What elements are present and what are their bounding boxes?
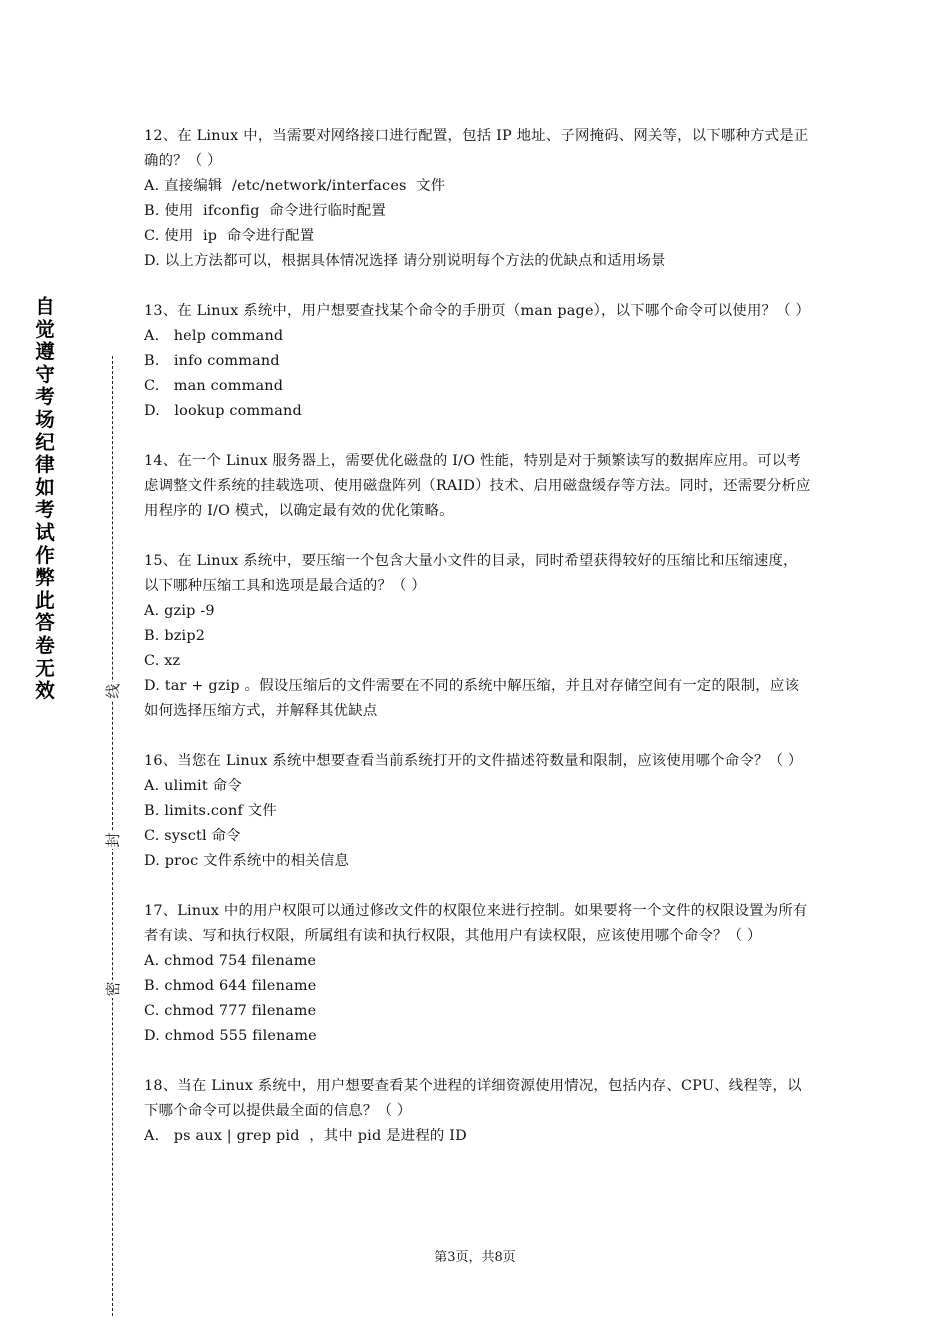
- question-15: [144, 549, 812, 724]
- option-b: B. info command: [144, 353, 280, 369]
- question-stem: 13、在 Linux 系统中，用户想要查找某个命令的手册页（man page），以下哪个命令可以使用？（ ）: [144, 303, 811, 319]
- option-b: B. chmod 644 filename: [144, 978, 317, 994]
- option-c: C. 使用 ip 命令进行配置: [144, 228, 315, 244]
- question-list: [144, 124, 812, 1174]
- question-stem: 14、在一个 Linux 服务器上，需要优化磁盘的 I/O 性能，特别是对于频繁读写的数据库应用。可以考虑调整文件系统的挂载选项、使用磁盘阵列（RAID）技术、启用磁盘缓存等方法。同时，还需要分析应用程序的 I/O 模式，以确定最有效的优化策略。: [144, 453, 811, 519]
- option-a: A. ps aux | grep pid ，其中 pid 是进程的 ID: [144, 1128, 467, 1144]
- option-a: A. ulimit 命令: [144, 778, 242, 794]
- option-d: D. proc 文件系统中的相关信息: [144, 853, 350, 869]
- option-c: C. xz: [144, 653, 181, 669]
- exam-discipline-warning: 自觉遵守考场纪律如考试作弊此答卷无效: [35, 295, 55, 703]
- question-18: [144, 1074, 812, 1149]
- question-stem: 17、Linux 中的用户权限可以通过修改文件的权限位来进行控制。如果要将一个文件的权限设置为所有者有读、写和执行权限，所属组有读和执行权限，其他用户有读权限，应该使用哪个命令？（ ）: [144, 903, 808, 944]
- option-d: D. tar + gzip 。假设压缩后的文件需要在不同的系统中解压缩，并且对存储空间有一定的限制，应该如何选择压缩方式，并解释其优缺点: [144, 678, 800, 719]
- option-d: D. chmod 555 filename: [144, 1028, 317, 1044]
- question-12: [144, 124, 812, 274]
- question-stem: 16、当您在 Linux 系统中想要查看当前系统打开的文件描述符数量和限制，应该使用哪个命令？（ ）: [144, 753, 803, 769]
- question-stem: 18、当在 Linux 系统中，用户想要查看某个进程的详细资源使用情况，包括内存、CPU、线程等，以下哪个命令可以提供最全面的信息？（ ）: [144, 1078, 802, 1119]
- option-a: A. 直接编辑 /etc/network/interfaces 文件: [144, 178, 446, 194]
- option-d: D. 以上方法都可以，根据具体情况选择 请分别说明每个方法的优缺点和适用场景: [144, 253, 666, 269]
- option-a: A. help command: [144, 328, 284, 344]
- question-17: [144, 899, 812, 1049]
- option-b: B. bzip2: [144, 628, 206, 644]
- seal-label-line: 线: [100, 682, 126, 700]
- option-a: A. chmod 754 filename: [144, 953, 317, 969]
- page-number: 第3页，共8页: [434, 1250, 516, 1265]
- question-16: [144, 749, 812, 874]
- question-14: [144, 449, 812, 524]
- option-a: A. gzip -9: [144, 603, 215, 619]
- question-13: [144, 299, 812, 424]
- option-d: D. lookup command: [144, 403, 302, 419]
- question-stem: 15、在 Linux 系统中，要压缩一个包含大量小文件的目录，同时希望获得较好的压缩比和压缩速度，以下哪种压缩工具和选项是最合适的？（ ）: [144, 553, 798, 594]
- option-c: C. man command: [144, 378, 284, 394]
- seal-label-secret: 密: [100, 980, 126, 998]
- option-c: C. sysctl 命令: [144, 828, 241, 844]
- option-c: C. chmod 777 filename: [144, 1003, 317, 1019]
- seal-label-seal: 封: [100, 831, 126, 849]
- option-b: B. limits.conf 文件: [144, 803, 277, 819]
- question-stem: 12、在 Linux 中，当需要对网络接口进行配置，包括 IP 地址、子网掩码、网关等，以下哪种方式是正确的？（ ）: [144, 128, 809, 169]
- option-b: B. 使用 ifconfig 命令进行临时配置: [144, 203, 386, 219]
